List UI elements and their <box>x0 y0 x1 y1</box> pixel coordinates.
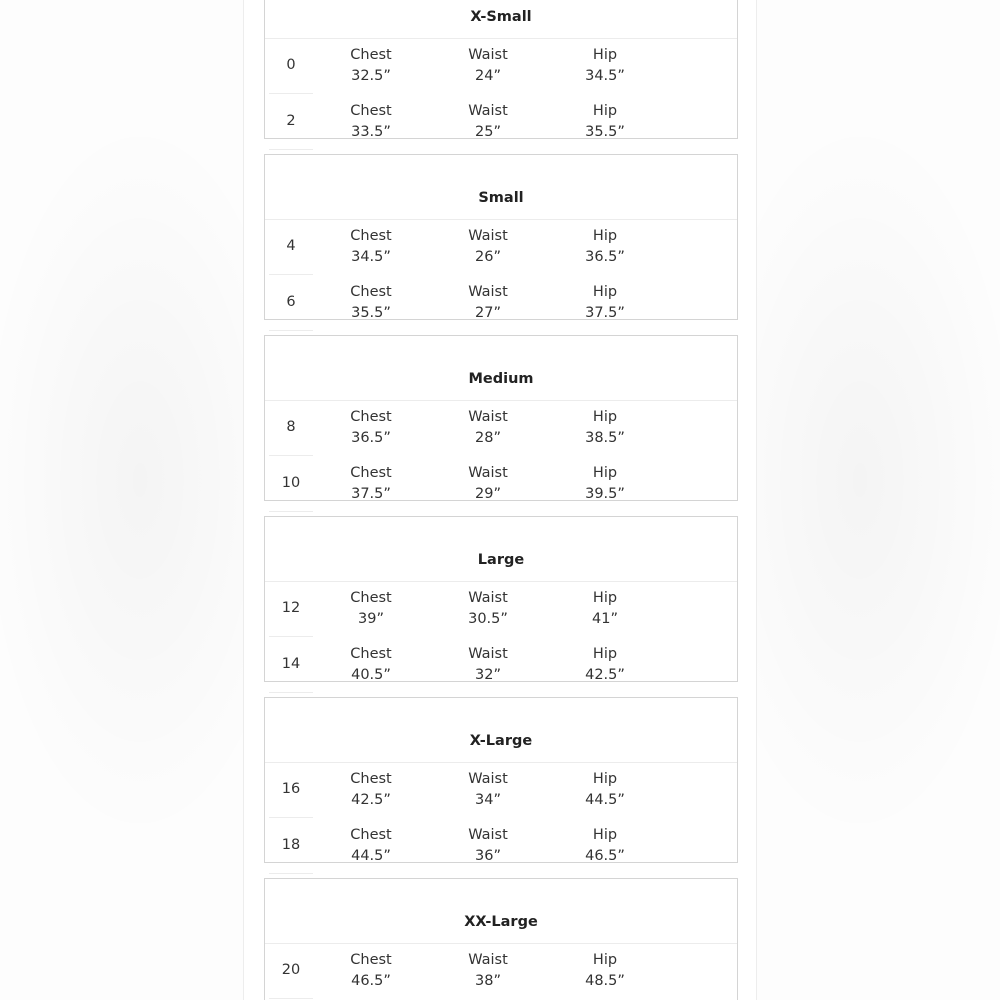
chest-label: Chest <box>350 47 392 63</box>
waist-measurement <box>448 226 528 268</box>
waist-value: 38” <box>475 973 501 989</box>
waist-label: Waist <box>468 103 508 119</box>
waist-measurement <box>448 282 528 324</box>
chest-measurement <box>331 825 411 867</box>
hip-value: 46.5” <box>585 848 625 864</box>
size-number: 20 <box>269 943 313 999</box>
waist-value: 27” <box>475 305 501 321</box>
waist-label: Waist <box>468 47 508 63</box>
hip-value: 41” <box>592 611 618 627</box>
waist-value: 29” <box>475 486 501 502</box>
waist-measurement <box>448 950 528 992</box>
waist-value: 30.5” <box>468 611 508 627</box>
size-number: 0 <box>269 38 313 94</box>
waist-label: Waist <box>468 228 508 244</box>
waist-label: Waist <box>468 771 508 787</box>
chest-value: 35.5” <box>351 305 391 321</box>
size-number: 18 <box>269 818 313 874</box>
chest-value: 37.5” <box>351 486 391 502</box>
chest-measurement <box>331 101 411 143</box>
chest-label: Chest <box>350 952 392 968</box>
waist-value: 24” <box>475 68 501 84</box>
waist-label: Waist <box>468 409 508 425</box>
size-title: XX-Large <box>464 914 538 930</box>
hip-label: Hip <box>592 590 618 606</box>
chest-value: 40.5” <box>351 667 391 683</box>
waist-value: 34” <box>475 792 501 808</box>
chest-label: Chest <box>350 228 392 244</box>
hip-label: Hip <box>592 646 618 662</box>
size-row <box>265 400 737 456</box>
hip-value: 34.5” <box>585 68 625 84</box>
chest-measurement <box>331 644 411 686</box>
hip-value: 44.5” <box>585 792 625 808</box>
waist-value: 26” <box>475 249 501 265</box>
size-row <box>265 581 737 637</box>
size-number: 10 <box>269 456 313 512</box>
chest-value: 34.5” <box>351 249 391 265</box>
size-card-medium <box>264 335 738 501</box>
size-number: 8 <box>269 400 313 456</box>
size-card-x-small <box>264 0 738 139</box>
size-row <box>265 818 737 874</box>
size-row <box>265 943 737 999</box>
chest-value: 33.5” <box>351 124 391 140</box>
hip-label: Hip <box>592 827 618 843</box>
hip-label: Hip <box>592 284 618 300</box>
hip-label: Hip <box>592 47 618 63</box>
waist-label: Waist <box>468 590 508 606</box>
size-card-large <box>264 516 738 682</box>
hip-measurement <box>565 101 645 143</box>
hip-label: Hip <box>592 465 618 481</box>
chest-label: Chest <box>350 646 392 662</box>
chest-value: 39” <box>358 611 384 627</box>
chest-value: 36.5” <box>351 430 391 446</box>
chest-label: Chest <box>350 771 392 787</box>
chest-label: Chest <box>350 590 392 606</box>
size-number: 12 <box>269 581 313 637</box>
chest-measurement <box>331 226 411 268</box>
waist-label: Waist <box>468 465 508 481</box>
hip-value: 37.5” <box>585 305 625 321</box>
chest-label: Chest <box>350 827 392 843</box>
hip-label: Hip <box>592 228 618 244</box>
waist-value: 25” <box>475 124 501 140</box>
size-row <box>265 275 737 331</box>
hip-measurement <box>565 226 645 268</box>
size-chart <box>264 0 738 1000</box>
chest-label: Chest <box>350 284 392 300</box>
chest-measurement <box>331 282 411 324</box>
waist-measurement <box>448 101 528 143</box>
hip-measurement <box>565 950 645 992</box>
chest-value: 42.5” <box>351 792 391 808</box>
hip-measurement <box>565 463 645 505</box>
chest-measurement <box>331 463 411 505</box>
size-number: 14 <box>269 637 313 693</box>
size-row <box>265 94 737 150</box>
size-row <box>265 38 737 94</box>
hip-value: 42.5” <box>585 667 625 683</box>
size-title: Medium <box>468 371 534 387</box>
size-title: X-Small <box>470 9 532 25</box>
hip-measurement <box>565 45 645 87</box>
hip-label: Hip <box>592 409 618 425</box>
chest-measurement <box>331 45 411 87</box>
waist-measurement <box>448 825 528 867</box>
size-row <box>265 762 737 818</box>
size-chart-panel <box>243 0 757 1000</box>
chest-label: Chest <box>350 465 392 481</box>
size-row <box>265 219 737 275</box>
hip-value: 48.5” <box>585 973 625 989</box>
waist-measurement <box>448 588 528 630</box>
waist-value: 32” <box>475 667 501 683</box>
waist-label: Waist <box>468 952 508 968</box>
chest-measurement <box>331 407 411 449</box>
waist-measurement <box>448 644 528 686</box>
hip-label: Hip <box>592 952 618 968</box>
size-row <box>265 456 737 512</box>
size-number: 6 <box>269 275 313 331</box>
chest-measurement <box>331 769 411 811</box>
waist-label: Waist <box>468 827 508 843</box>
size-card-small <box>264 154 738 320</box>
hip-measurement <box>565 644 645 686</box>
size-title: X-Large <box>469 733 533 749</box>
hip-value: 36.5” <box>585 249 625 265</box>
hip-measurement <box>565 407 645 449</box>
size-number: 2 <box>269 94 313 150</box>
size-number: 16 <box>269 762 313 818</box>
waist-measurement <box>448 463 528 505</box>
size-card-x-large <box>264 697 738 863</box>
hip-measurement <box>565 282 645 324</box>
hip-value: 38.5” <box>585 430 625 446</box>
hip-value: 39.5” <box>585 486 625 502</box>
size-row <box>265 637 737 693</box>
chest-value: 32.5” <box>351 68 391 84</box>
chest-value: 46.5” <box>351 973 391 989</box>
hip-value: 35.5” <box>585 124 625 140</box>
hip-measurement <box>565 588 645 630</box>
hip-label: Hip <box>592 103 618 119</box>
size-number: 4 <box>269 219 313 275</box>
hip-measurement <box>565 769 645 811</box>
size-title: Large <box>477 552 525 568</box>
chest-label: Chest <box>350 103 392 119</box>
size-card-xx-large <box>264 878 738 1000</box>
waist-value: 28” <box>475 430 501 446</box>
waist-label: Waist <box>468 284 508 300</box>
waist-measurement <box>448 769 528 811</box>
size-title: Small <box>478 190 524 206</box>
chest-measurement <box>331 950 411 992</box>
waist-value: 36” <box>475 848 501 864</box>
waist-measurement <box>448 407 528 449</box>
hip-measurement <box>565 825 645 867</box>
chest-label: Chest <box>350 409 392 425</box>
chest-measurement <box>331 588 411 630</box>
waist-label: Waist <box>468 646 508 662</box>
waist-measurement <box>448 45 528 87</box>
chest-value: 44.5” <box>351 848 391 864</box>
hip-label: Hip <box>592 771 618 787</box>
